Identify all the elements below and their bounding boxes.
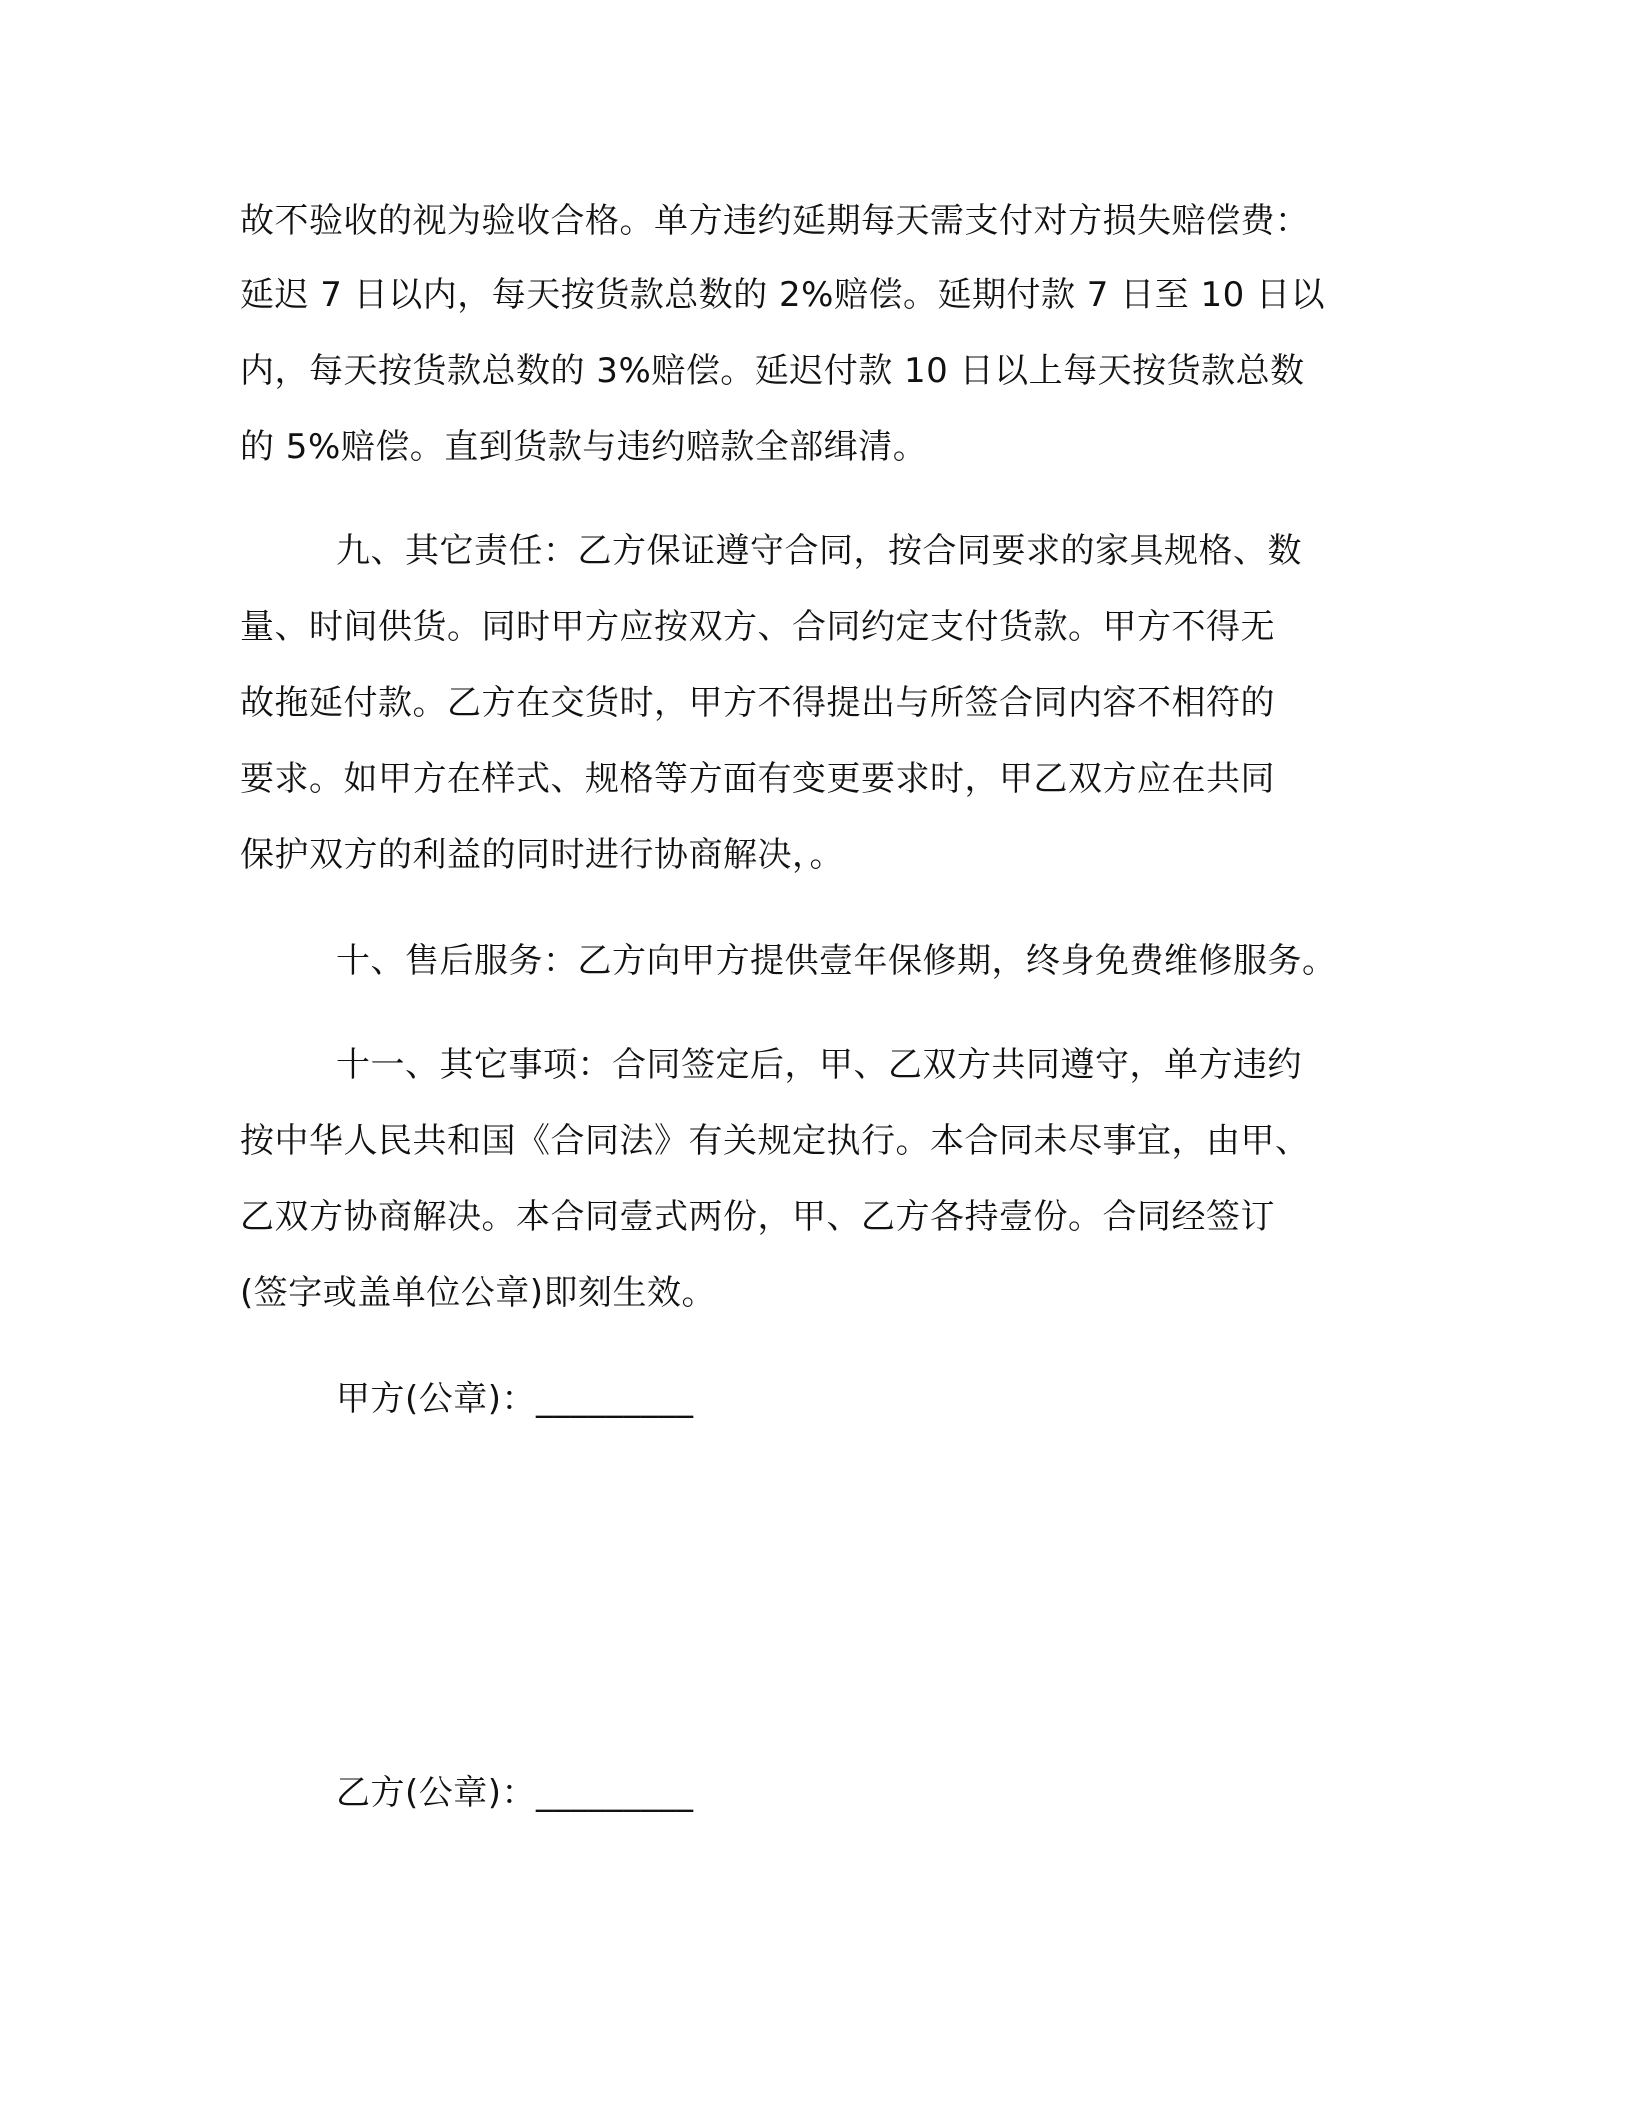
clause-9-line-2: 量、时间供货。同时甲方应按双方、合同约定支付货款。甲方不得无 <box>240 607 1275 647</box>
clause-11-line-4: (签字或盖单位公章)即刻生效。 <box>240 1273 717 1313</box>
clause-10-line-1: 十、售后服务：乙方向甲方提供壹年保修期，终身免费维修服务。 <box>336 941 1337 981</box>
clause-11-line-2: 按中华人民共和国《合同法》有关规定执行。本合同未尽事宜，由甲、 <box>240 1121 1310 1161</box>
clause-9-line-1: 九、其它责任：乙方保证遵守合同，按合同要求的家具规格、数 <box>336 531 1302 571</box>
clause-9-line-4: 要求。如甲方在样式、规格等方面有变更要求时，甲乙双方应在共同 <box>240 759 1275 799</box>
clause-8-line-3: 内，每天按货款总数的 3%赔偿。延迟付款 10 日以上每天按货款总数 <box>240 351 1305 391</box>
clause-11-line-1: 十一、其它事项：合同签定后，甲、乙双方共同遵守，单方违约 <box>336 1045 1302 1085</box>
clause-8-line-4: 的 5%赔偿。直到货款与违约赔款全部缉清。 <box>240 427 928 467</box>
clause-9-line-5: 保护双方的利益的同时进行协商解决，。 <box>240 835 844 875</box>
clause-8-line-1: 故不验收的视为验收合格。单方违约延期每天需支付对方损失赔偿费： <box>240 201 1310 241</box>
party-a-signature: 甲方(公章)：_________ <box>336 1379 694 1419</box>
clause-11-line-3: 乙双方协商解决。本合同壹式两份，甲、乙方各持壹份。合同经签订 <box>240 1197 1275 1237</box>
party-b-signature: 乙方(公章)：_________ <box>336 1773 694 1813</box>
clause-9-line-3: 故拖延付款。乙方在交货时，甲方不得提出与所签合同内容不相符的 <box>240 683 1275 723</box>
clause-8-line-2: 延迟 7 日以内，每天按货款总数的 2%赔偿。延期付款 7 日至 10 日以 <box>240 275 1326 315</box>
